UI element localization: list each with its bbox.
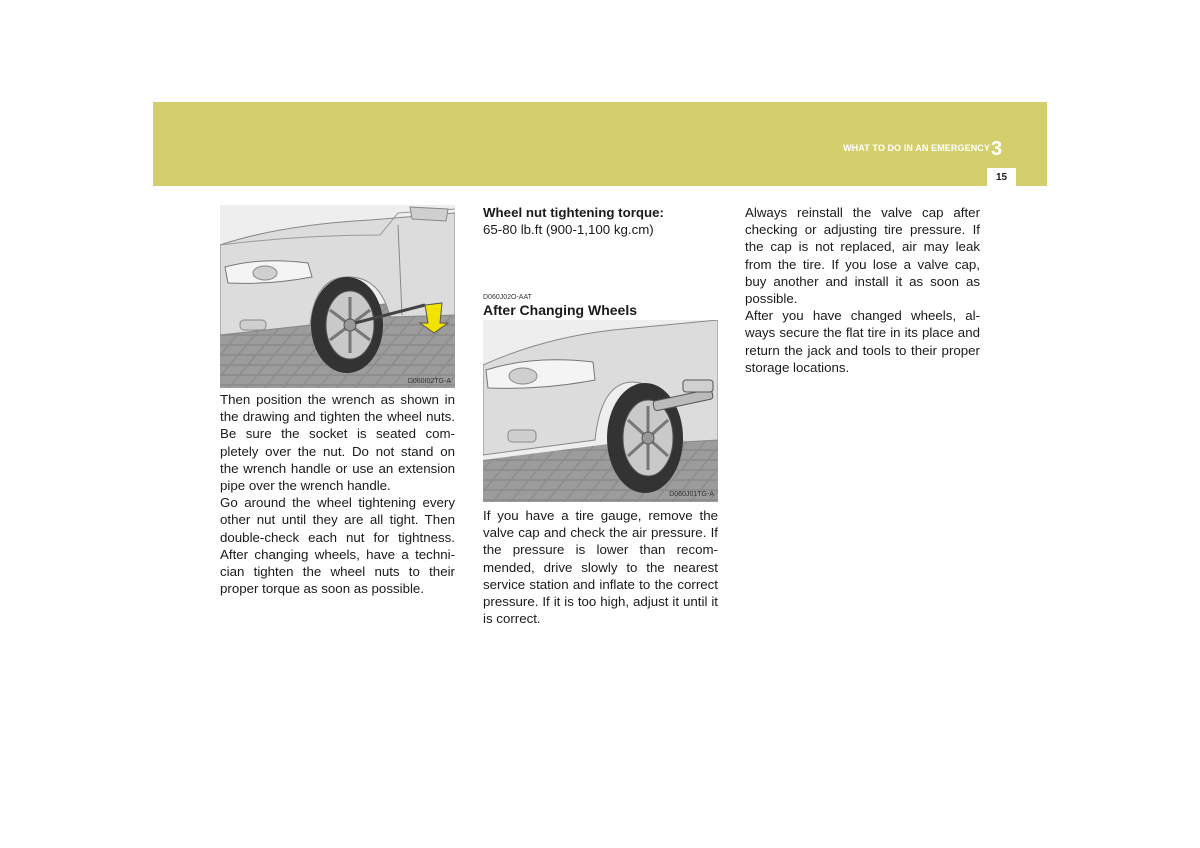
tire-gauge-illustration <box>483 320 718 502</box>
section-code: D060J02O-AAT <box>483 294 532 301</box>
paragraph: If you have a tire gauge, remove the valve cap and check the air pressure. If the pressure is lower than recom-mended, drive slowly to the nearest service station and inflate to the correct pressure. If it is too high, adjust it until it is correct. <box>483 508 718 627</box>
wrench-tightening-illustration <box>220 205 455 388</box>
figure-code: D060I02TG-A <box>407 378 451 385</box>
torque-value: 65-80 lb.ft (900-1,100 kg.cm) <box>483 222 654 238</box>
section-title: WHAT TO DO IN AN EMERGENCY <box>843 143 990 153</box>
torque-title: Wheel nut tightening torque: <box>483 205 664 220</box>
column-1-text <box>220 391 455 597</box>
paragraph: Go around the wheel tightening every other nut until they are all tight. Then double-check each nut for tightness. After changing wheels, have a techni-cian tighten the wheel nuts to their proper torque as soon as possible. <box>220 495 455 597</box>
column-2-text <box>483 507 718 627</box>
section-heading: After Changing Wheels <box>483 302 638 318</box>
paragraph: After you have changed wheels, al-ways secure the flat tire in its place and return the jack and tools to their proper storage locations. <box>745 308 980 375</box>
page-number: 15 <box>995 172 1008 183</box>
car-wheel-wrench-drawing <box>220 205 455 388</box>
car-tire-gauge-drawing <box>483 320 718 502</box>
paragraph: Always reinstall the valve cap after checking or adjusting tire pressure. If the cap is not replaced, air may leak from the tire. If you lose a valve cap, buy another and install it as soon as possible. <box>745 205 980 307</box>
torque-spec <box>483 204 718 238</box>
figure-code: D060J01TG-A <box>669 491 714 498</box>
column-3-text <box>745 204 980 376</box>
chapter-number: 3 <box>991 138 1003 160</box>
paragraph: Then position the wrench as shown in the drawing and tighten the wheel nuts. Be sure the socket is seated com-pletely over the nut. Do not stand on the wrench handle or use an extension pipe over the wrench handle. <box>220 392 455 494</box>
